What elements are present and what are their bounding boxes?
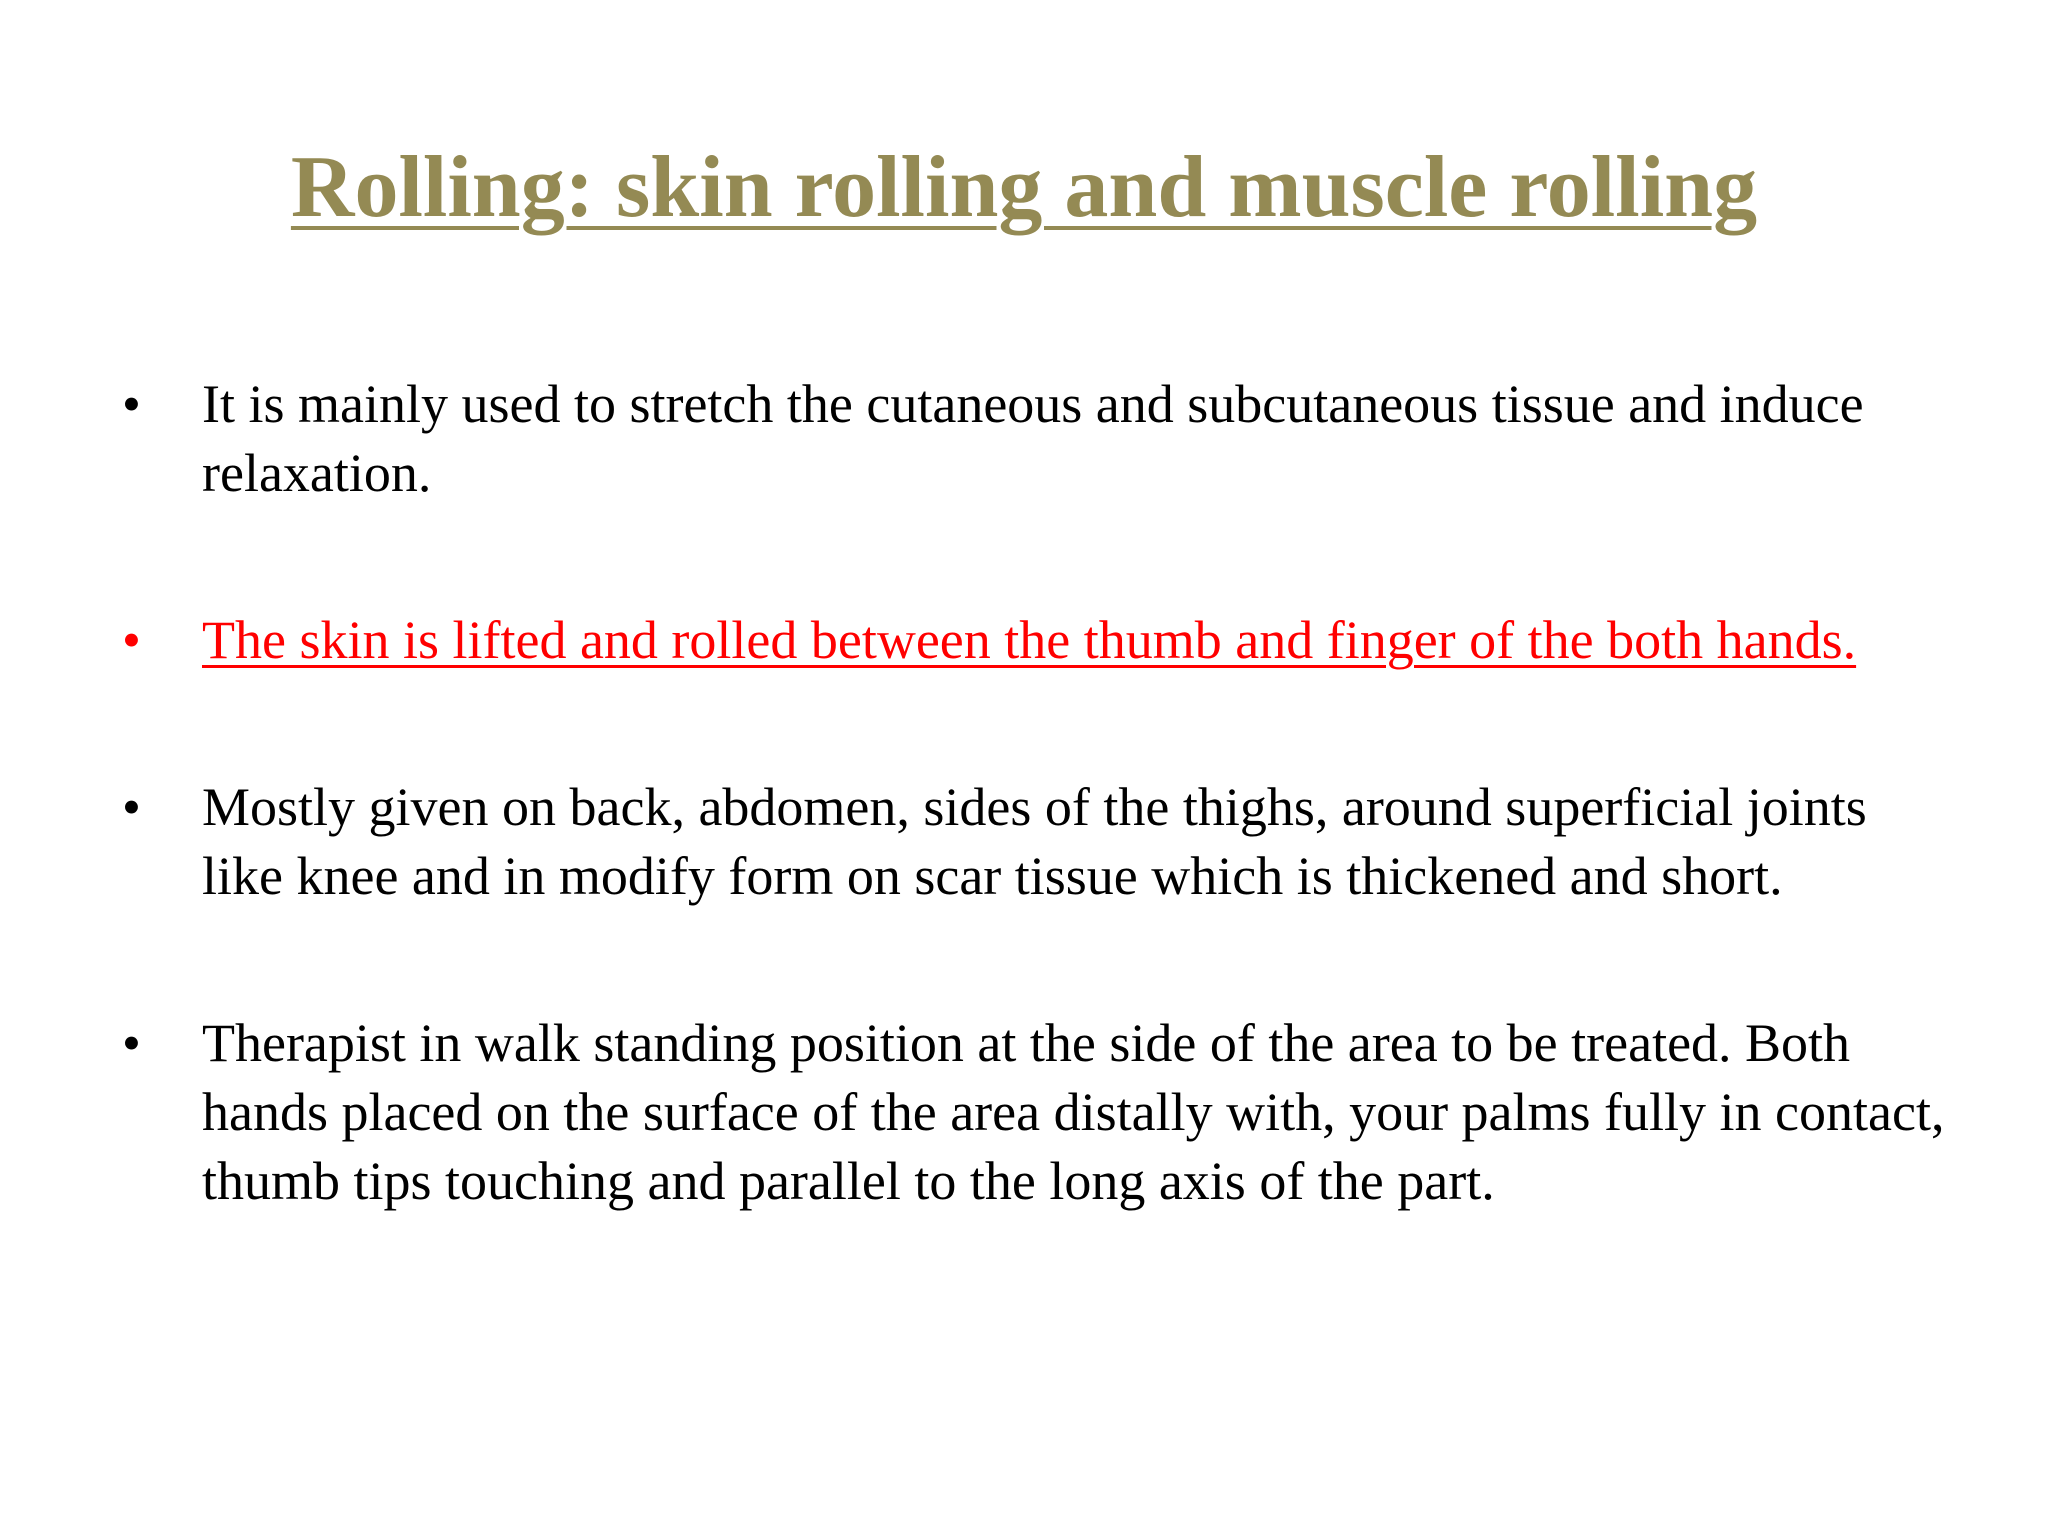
bullet-item-2 <box>118 606 1958 675</box>
bullet-text-1: It is mainly used to stretch the cutaneous and subcutaneous tissue and induce relaxation. <box>202 374 1864 503</box>
bullet-text-3: Mostly given on back, abdomen, sides of the thighs, around superficial joints like knee and in modify form on scar tissue which is thickened and short. <box>202 777 1867 906</box>
bullet-dot: • <box>122 1013 141 1073</box>
bullet-item-3 <box>118 773 1958 911</box>
bullet-item-4 <box>118 1009 1958 1216</box>
bullet-list <box>118 370 1958 1216</box>
bullet-dot: • <box>122 777 141 837</box>
bullet-dot: • <box>122 374 141 434</box>
bullet-item-1 <box>118 370 1958 508</box>
bullet-dot: • <box>122 610 141 670</box>
bullet-text-4: Therapist in walk standing position at the side of the area to be treated. Both hands placed on the surface of the area distally with, your palms fully in contact, thumb tips touching and parallel to the long axis of the part. <box>202 1013 1945 1211</box>
slide-title: Rolling: skin rolling and muscle rolling <box>290 139 1758 236</box>
bullet-text-2: The skin is lifted and rolled between the thumb and finger of the both hands. <box>202 610 1857 670</box>
